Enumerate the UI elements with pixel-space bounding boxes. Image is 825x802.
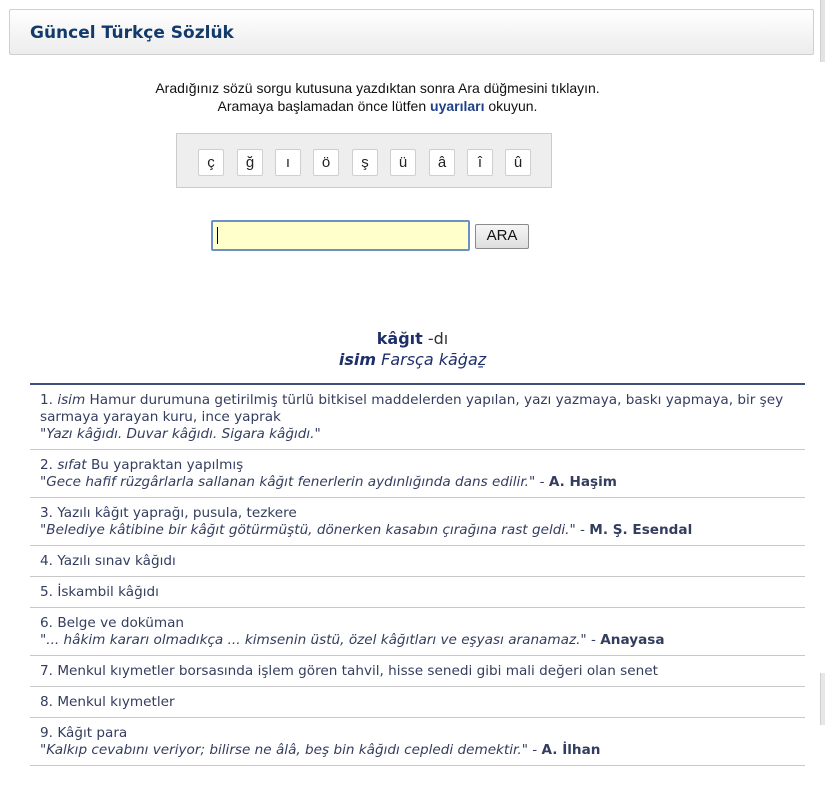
meaning-definition-line	[40, 663, 795, 680]
meaning-item	[30, 656, 805, 687]
char-key-u-circumflex[interactable]: û	[505, 149, 531, 176]
meaning-example-line: "Kalkıp cevabını veriyor; bilirse ne âlâ, beş bin kâğıdı cepledi demektir." - A. İlhan	[40, 742, 601, 758]
char-key-g-breve[interactable]: ğ	[237, 149, 263, 176]
meaning-author: M. Ş. Esendal	[589, 522, 693, 538]
meaning-definition-line	[40, 392, 795, 426]
meaning-text: Belge ve doküman	[57, 615, 185, 631]
meaning-example: Yazı kâğıdı. Duvar kâğıdı. Sigara kâğıdı.	[46, 426, 315, 442]
meaning-number: 3.	[40, 505, 53, 521]
warnings-link[interactable]: uyarıları	[430, 98, 485, 114]
meaning-item	[30, 718, 805, 766]
instructions	[0, 79, 755, 115]
char-key-c-cedilla[interactable]: ç	[198, 149, 224, 176]
meaning-definition-line	[40, 615, 795, 632]
meaning-number: 4.	[40, 553, 53, 569]
char-key-a-circumflex[interactable]: â	[429, 149, 455, 176]
meaning-definition-line	[40, 505, 795, 522]
meanings-list	[30, 383, 805, 766]
meaning-example: Belediye kâtibine bir kâğıt götürmüştü, dönerken kasabın çırağına rast geldi.	[46, 522, 570, 538]
meaning-example-line: "Gece hafif rüzgârlarla sallanan kâğıt fenerlerin aydınlığında dans edilir." - A. Haşim	[40, 474, 617, 490]
meaning-number: 5.	[40, 584, 53, 600]
entry-category: isim	[338, 350, 377, 369]
meaning-definition-line	[40, 457, 795, 474]
meaning-text: Hamur durumuna getirilmiş türlü bitkisel maddelerden yapılan, yazı yazmaya, baskı yapmaya, bir şey sarmaya yarayan kuru, ince yaprak	[40, 392, 784, 425]
dictionary-header	[9, 9, 814, 55]
search-button[interactable]: ARA	[475, 224, 529, 249]
page-title: Güncel Türkçe Sözlük	[30, 23, 234, 43]
special-characters-panel	[176, 133, 552, 188]
char-key-s-cedilla[interactable]: ş	[352, 149, 378, 176]
meaning-text: Kâğıt para	[57, 725, 128, 741]
meaning-item	[30, 450, 805, 498]
meaning-item	[30, 687, 805, 718]
char-key-dotless-i[interactable]: ı	[275, 149, 301, 176]
meaning-number: 2.	[40, 457, 53, 473]
right-edge-panel	[820, 0, 825, 62]
meaning-word-class: isim	[57, 392, 86, 408]
meaning-definition-line	[40, 553, 795, 570]
meaning-example-line: "Yazı kâğıdı. Duvar kâğıdı. Sigara kâğıdı."	[40, 426, 321, 442]
meaning-author: Anayasa	[600, 632, 665, 648]
meaning-text: Menkul kıymetler	[57, 694, 175, 710]
meaning-definition-line	[40, 584, 795, 601]
entry-suffix: -dı	[427, 329, 449, 348]
instructions-line-2	[0, 97, 755, 115]
meaning-number: 9.	[40, 725, 53, 741]
meaning-author: A. İlhan	[541, 742, 601, 758]
entry-title-line	[0, 328, 825, 349]
instructions-line-1: Aradığınız sözü sorgu kutusuna yazdıktan sonra Ara düğmesini tıklayın.	[155, 80, 600, 96]
meaning-definition-line	[40, 725, 795, 742]
meaning-example: Gece hafif rüzgârlarla sallanan kâğıt fenerlerin aydınlığında dans edilir.	[46, 474, 529, 490]
entry-origin-line	[0, 349, 825, 370]
meaning-text: Yazılı kâğıt yaprağı, pusula, tezkere	[57, 505, 297, 521]
entry-word: kâğıt	[376, 329, 423, 348]
meaning-example: Kalkıp cevabını veriyor; bilirse ne âlâ, beş bin kâğıdı cepledi demektir.	[46, 742, 522, 758]
meaning-word-class: sıfat	[57, 457, 87, 473]
meaning-text: Bu yapraktan yapılmış	[90, 457, 244, 473]
meaning-example-line: "... hâkim kararı olmadıkça ... kimsenin üstü, özel kâğıtları ve eşyası aranamaz." - Anayasa	[40, 632, 665, 648]
entry-heading	[0, 328, 825, 370]
meaning-definition-line	[40, 694, 795, 711]
meaning-text: Menkul kıymetler borsasında işlem gören tahvil, hisse senedi gibi mali değeri olan senet	[57, 663, 658, 679]
instructions-prefix: Aramaya başlamadan önce lütfen	[217, 98, 427, 114]
char-key-o-umlaut[interactable]: ö	[313, 149, 339, 176]
meaning-item	[30, 608, 805, 656]
meaning-item	[30, 546, 805, 577]
char-key-i-circumflex[interactable]: î	[467, 149, 493, 176]
char-key-u-umlaut[interactable]: ü	[390, 149, 416, 176]
text-caret	[217, 227, 218, 244]
entry-origin: Farsça kāġaẕ	[381, 350, 487, 369]
meaning-item	[30, 577, 805, 608]
right-edge-panel-lower	[820, 673, 825, 725]
meaning-author: A. Haşim	[548, 474, 617, 490]
meaning-number: 6.	[40, 615, 53, 631]
meaning-number: 8.	[40, 694, 53, 710]
search-input[interactable]	[211, 220, 470, 251]
instructions-suffix: okuyun.	[488, 98, 538, 114]
meaning-number: 1.	[40, 392, 53, 408]
meaning-example-line: "Belediye kâtibine bir kâğıt götürmüştü, dönerken kasabın çırağına rast geldi." - M. Ş. Esendal	[40, 522, 693, 538]
meaning-text: İskambil kâğıdı	[57, 584, 159, 600]
meaning-number: 7.	[40, 663, 53, 679]
meaning-item	[30, 385, 805, 450]
meaning-example: ... hâkim kararı olmadıkça ... kimsenin üstü, özel kâğıtları ve eşyası aranamaz.	[46, 632, 581, 648]
meaning-text: Yazılı sınav kâğıdı	[57, 553, 176, 569]
meaning-item	[30, 498, 805, 546]
